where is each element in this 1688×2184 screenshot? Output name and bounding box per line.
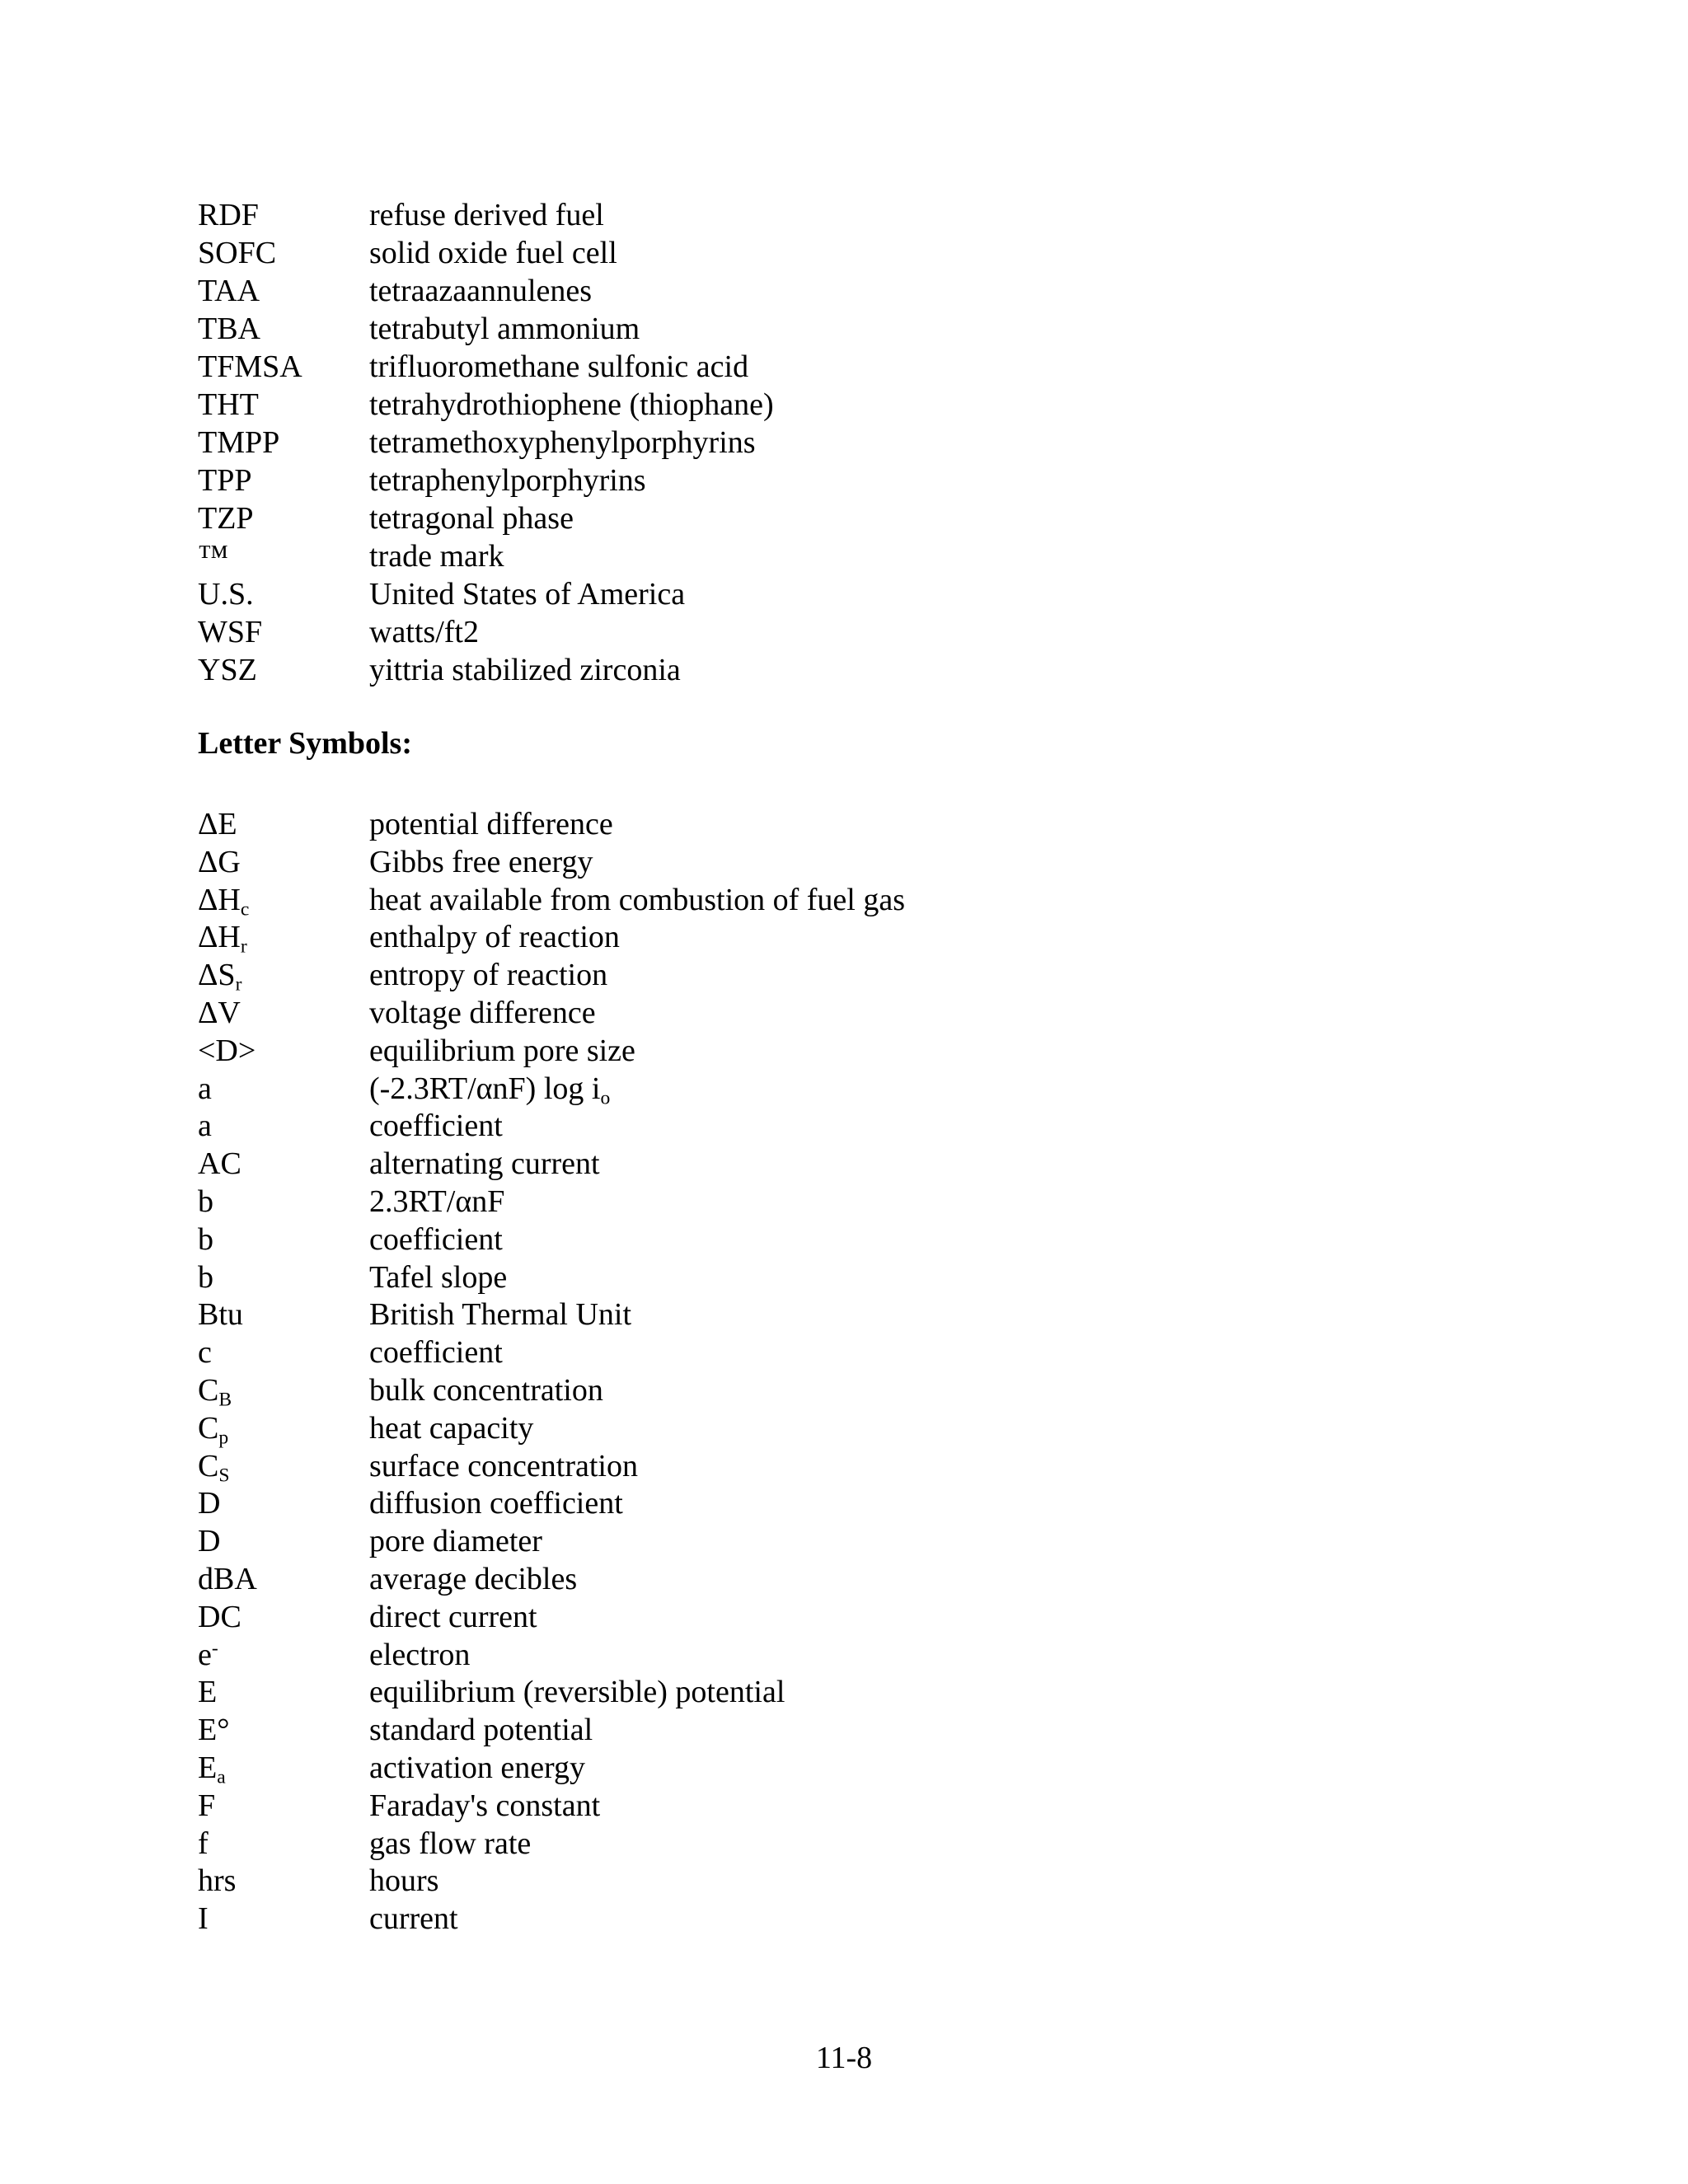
- letter-symbol-definition: [369, 1070, 610, 1108]
- letter-symbol-definition-text: Faraday's constant: [369, 1788, 601, 1823]
- abbreviation-row: [198, 348, 774, 386]
- letter-symbol-row: [198, 805, 905, 843]
- abbreviation-definition: United States of America: [369, 577, 686, 612]
- letter-symbol-definition-text: gas flow rate: [369, 1825, 532, 1861]
- letter-symbol-base: b: [198, 1183, 213, 1219]
- letter-symbol-definition-text: current: [369, 1901, 458, 1937]
- letter-symbol-base: D: [198, 1486, 221, 1521]
- letter-symbol-row: [198, 1900, 905, 1938]
- letter-symbol-definition: [369, 1296, 631, 1333]
- letter-symbol-definition: [369, 1636, 470, 1674]
- letter-symbol-base: DC: [198, 1599, 241, 1634]
- letter-symbol-definition: [369, 1409, 533, 1447]
- letter-symbol-definition: [369, 1371, 603, 1409]
- letter-symbol-definition-text: heat available from combustion of fuel gas: [369, 882, 906, 917]
- letter-symbol-definition: [369, 956, 607, 994]
- letter-symbol-definition-text: coefficient: [369, 1221, 503, 1257]
- letter-symbol-definition-text: coefficient: [369, 1335, 503, 1371]
- letter-symbol-definition: [369, 1673, 785, 1711]
- letter-symbol-definition-text: surface concentration: [369, 1448, 638, 1483]
- letter-symbol-row: [198, 1825, 905, 1863]
- abbreviation-definition: refuse derived fuel: [369, 198, 604, 232]
- letter-symbol-base: ΔH: [198, 920, 241, 955]
- abbreviation-definition: tetragonal phase: [369, 501, 574, 536]
- abbreviations-list: [198, 196, 774, 689]
- letter-symbol-base: c: [198, 1335, 212, 1371]
- abbreviation-term: TBA: [198, 312, 260, 346]
- letter-symbol-term: [198, 1711, 369, 1749]
- letter-symbol-definition: [369, 1825, 531, 1863]
- abbreviation-row: [198, 651, 774, 689]
- letter-symbol-definition: [369, 1900, 458, 1938]
- abbreviation-definition: trifluoromethane sulfonic acid: [369, 349, 749, 384]
- abbreviation-row: [198, 386, 774, 424]
- letter-symbol-term: [198, 1749, 369, 1787]
- abbreviation-row: [198, 499, 774, 537]
- letter-symbol-term: [198, 1145, 369, 1183]
- abbreviation-term: SOFC: [198, 236, 277, 270]
- letter-symbol-base: ΔS: [198, 958, 236, 993]
- letter-symbol-base: Btu: [198, 1297, 243, 1333]
- letter-symbol-base: e: [198, 1637, 212, 1672]
- letter-symbol-row: [198, 994, 905, 1032]
- letter-symbol-base: C: [198, 1448, 219, 1483]
- letter-symbol-base: hrs: [198, 1863, 237, 1899]
- letter-symbol-definition-text: (-2.3RT/αnF) log i: [369, 1071, 601, 1106]
- letter-symbol-definition: [369, 1107, 503, 1145]
- letter-symbol-term: [198, 1032, 369, 1070]
- abbreviation-definition: tetramethoxyphenylporphyrins: [369, 425, 756, 460]
- letter-symbol-row: [198, 1749, 905, 1787]
- letter-symbol-subscript: c: [240, 898, 250, 921]
- letter-symbol-subscript: B: [218, 1389, 232, 1411]
- letter-symbol-definition: [369, 1522, 542, 1560]
- abbreviation-definition: watts/ft2: [369, 615, 479, 649]
- letter-symbol-row: [198, 918, 905, 956]
- letter-symbols-list: [198, 805, 905, 1938]
- letter-symbol-row: [198, 1862, 905, 1900]
- letter-symbol-definition: [369, 1484, 623, 1522]
- letter-symbol-definition-text: average decibles: [369, 1561, 578, 1596]
- letter-symbol-row: [198, 1447, 905, 1485]
- letter-symbol-term: [198, 1258, 369, 1296]
- letter-symbol-definition: [369, 805, 613, 843]
- letter-symbol-definition-text: coefficient: [369, 1108, 503, 1144]
- letter-symbol-row: [198, 843, 905, 881]
- letter-symbol-base: ΔV: [198, 995, 241, 1030]
- letter-symbol-term: [198, 1409, 369, 1447]
- letter-symbol-definition: [369, 1032, 635, 1070]
- abbreviation-row: [198, 272, 774, 310]
- letter-symbol-term: [198, 881, 369, 919]
- letter-symbol-term: [198, 1070, 369, 1108]
- abbreviation-row: [198, 613, 774, 651]
- abbreviation-term: TMPP: [198, 425, 280, 460]
- letter-symbol-definition: [369, 1862, 438, 1900]
- letter-symbol-row: [198, 1484, 905, 1522]
- abbreviation-term: RDF: [198, 198, 259, 232]
- letter-symbol-definition-text: electron: [369, 1637, 471, 1672]
- letter-symbol-base: dBA: [198, 1561, 257, 1596]
- abbreviation-definition: solid oxide fuel cell: [369, 236, 617, 270]
- letter-symbol-term: [198, 1825, 369, 1863]
- letter-symbol-definition: [369, 1711, 593, 1749]
- letter-symbols-heading: Letter Symbols:: [198, 726, 412, 761]
- letter-symbol-row: [198, 881, 905, 919]
- letter-symbol-term: [198, 1371, 369, 1409]
- abbreviation-row: [198, 234, 774, 272]
- letter-symbol-subscript: p: [218, 1427, 229, 1449]
- letter-symbol-definition-text: entropy of reaction: [369, 958, 608, 993]
- letter-symbol-definition: [369, 918, 620, 956]
- abbreviation-term: TAA: [198, 274, 260, 308]
- letter-symbol-term: [198, 1862, 369, 1900]
- letter-symbol-base: f: [198, 1825, 209, 1861]
- letter-symbol-base: a: [198, 1071, 212, 1106]
- letter-symbol-definition-text: pore diameter: [369, 1524, 542, 1559]
- letter-symbol-definition-text: Gibbs free energy: [369, 844, 593, 879]
- letter-symbol-definition-text: equilibrium pore size: [369, 1033, 635, 1068]
- letter-symbol-row: [198, 1296, 905, 1333]
- letter-symbol-row: [198, 1258, 905, 1296]
- letter-symbol-row: [198, 956, 905, 994]
- letter-symbol-definition: [369, 994, 596, 1032]
- abbreviation-row: [198, 462, 774, 499]
- letter-symbol-subscript: S: [218, 1465, 230, 1487]
- letter-symbol-base: C: [198, 1372, 219, 1408]
- letter-symbol-term: [198, 1447, 369, 1485]
- abbreviation-term: U.S.: [198, 577, 254, 612]
- letter-symbol-term: [198, 1673, 369, 1711]
- letter-symbol-definition-text: 2.3RT/αnF: [369, 1183, 505, 1219]
- letter-symbol-row: [198, 1522, 905, 1560]
- letter-symbol-definition: [369, 1598, 537, 1636]
- letter-symbol-definition: [369, 1258, 507, 1296]
- abbreviation-row: [198, 196, 774, 234]
- letter-symbol-definition-text: diffusion coefficient: [369, 1486, 623, 1521]
- letter-symbol-definition: [369, 1221, 503, 1258]
- letter-symbol-definition-text: direct current: [369, 1599, 537, 1634]
- letter-symbol-definition-text: activation energy: [369, 1750, 586, 1785]
- letter-symbol-term: [198, 1107, 369, 1145]
- letter-symbol-base: D: [198, 1524, 221, 1559]
- abbreviation-row: [198, 424, 774, 462]
- letter-symbol-base: ΔG: [198, 844, 241, 879]
- letter-symbol-base: b: [198, 1221, 213, 1257]
- letter-symbol-row: [198, 1711, 905, 1749]
- abbreviation-row: [198, 310, 774, 348]
- letter-symbol-definition-text: hours: [369, 1863, 439, 1899]
- letter-symbol-row: [198, 1673, 905, 1711]
- letter-symbol-definition-text: heat capacity: [369, 1410, 534, 1446]
- letter-symbol-definition-subscript: o: [600, 1087, 611, 1109]
- letter-symbol-term: [198, 1598, 369, 1636]
- letter-symbol-base: a: [198, 1108, 212, 1144]
- letter-symbol-term: [198, 1484, 369, 1522]
- letter-symbol-row: [198, 1409, 905, 1447]
- letter-symbol-subscript: r: [240, 935, 247, 958]
- letter-symbol-term: [198, 956, 369, 994]
- letter-symbol-term: [198, 1221, 369, 1258]
- letter-symbol-row: [198, 1070, 905, 1108]
- letter-symbol-base: b: [198, 1259, 213, 1295]
- letter-symbol-definition-text: voltage difference: [369, 995, 596, 1030]
- letter-symbol-row: [198, 1333, 905, 1371]
- letter-symbol-definition: [369, 881, 905, 919]
- letter-symbol-base: E: [198, 1750, 218, 1785]
- letter-symbol-term: [198, 1900, 369, 1938]
- letter-symbol-row: [198, 1636, 905, 1674]
- abbreviation-definition: yittria stabilized zirconia: [369, 653, 681, 687]
- letter-symbol-term: [198, 843, 369, 881]
- letter-symbol-definition-text: potential difference: [369, 807, 613, 841]
- letter-symbol-row: [198, 1145, 905, 1183]
- letter-symbol-definition-text: equilibrium (reversible) potential: [369, 1675, 785, 1710]
- letter-symbol-base: E°: [198, 1713, 230, 1748]
- letter-symbol-definition: [369, 1447, 638, 1485]
- letter-symbol-row: [198, 1221, 905, 1258]
- abbreviation-definition: tetrahydrothiophene (thiophane): [369, 387, 774, 422]
- letter-symbol-subscript: a: [217, 1766, 226, 1788]
- letter-symbol-definition-text: alternating current: [369, 1146, 600, 1182]
- letter-symbol-definition-text: British Thermal Unit: [369, 1297, 632, 1333]
- abbreviation-term: WSF: [198, 615, 263, 649]
- abbreviation-term: YSZ: [198, 653, 257, 687]
- letter-symbol-definition: [369, 1749, 585, 1787]
- abbreviation-definition: tetrabutyl ammonium: [369, 312, 640, 346]
- abbreviation-row: [198, 575, 774, 613]
- letter-symbol-definition: [369, 843, 593, 881]
- letter-symbol-definition: [369, 1145, 600, 1183]
- abbreviation-term: THT: [198, 387, 259, 422]
- letter-symbol-row: [198, 1560, 905, 1598]
- letter-symbol-base: AC: [198, 1146, 241, 1182]
- letter-symbol-row: [198, 1032, 905, 1070]
- letter-symbol-term: [198, 1333, 369, 1371]
- page-number: 11-8: [815, 2041, 873, 2075]
- letter-symbol-definition-text: enthalpy of reaction: [369, 920, 620, 955]
- letter-symbol-term: [198, 1522, 369, 1560]
- letter-symbol-base: ΔH: [198, 882, 241, 917]
- letter-symbol-term: [198, 994, 369, 1032]
- abbreviation-term: TZP: [198, 501, 254, 536]
- letter-symbol-term: [198, 1787, 369, 1825]
- letter-symbol-definition-text: bulk concentration: [369, 1372, 603, 1408]
- abbreviation-term: TPP: [198, 463, 252, 498]
- letter-symbol-term: [198, 1636, 369, 1674]
- letter-symbol-base: F: [198, 1788, 216, 1823]
- letter-symbol-subscript: r: [235, 973, 242, 996]
- letter-symbol-superscript: -: [211, 1637, 218, 1659]
- abbreviation-term: TFMSA: [198, 349, 302, 384]
- letter-symbol-row: [198, 1183, 905, 1221]
- abbreviation-definition: tetraphenylporphyrins: [369, 463, 646, 498]
- letter-symbol-base: I: [198, 1901, 209, 1937]
- letter-symbol-term: [198, 1296, 369, 1333]
- letter-symbol-row: [198, 1107, 905, 1145]
- letter-symbol-base: C: [198, 1410, 219, 1446]
- letter-symbol-base: <D>: [198, 1033, 256, 1068]
- letter-symbol-term: [198, 805, 369, 843]
- letter-symbol-definition-text: Tafel slope: [369, 1259, 508, 1295]
- letter-symbol-row: [198, 1371, 905, 1409]
- abbreviation-definition: tetraazaannulenes: [369, 274, 593, 308]
- abbreviation-term: ™: [198, 539, 229, 574]
- letter-symbol-definition-text: standard potential: [369, 1713, 593, 1748]
- letter-symbol-row: [198, 1598, 905, 1636]
- letter-symbol-term: [198, 918, 369, 956]
- abbreviation-row: [198, 537, 774, 575]
- letter-symbol-definition: [369, 1333, 503, 1371]
- abbreviation-definition: trade mark: [369, 539, 504, 574]
- letter-symbol-row: [198, 1787, 905, 1825]
- letter-symbol-definition: [369, 1183, 504, 1221]
- letter-symbol-definition: [369, 1560, 577, 1598]
- letter-symbol-base: E: [198, 1675, 218, 1710]
- letter-symbol-term: [198, 1183, 369, 1221]
- letter-symbol-definition: [369, 1787, 600, 1825]
- letter-symbol-term: [198, 1560, 369, 1598]
- letter-symbol-base: ΔE: [198, 807, 237, 841]
